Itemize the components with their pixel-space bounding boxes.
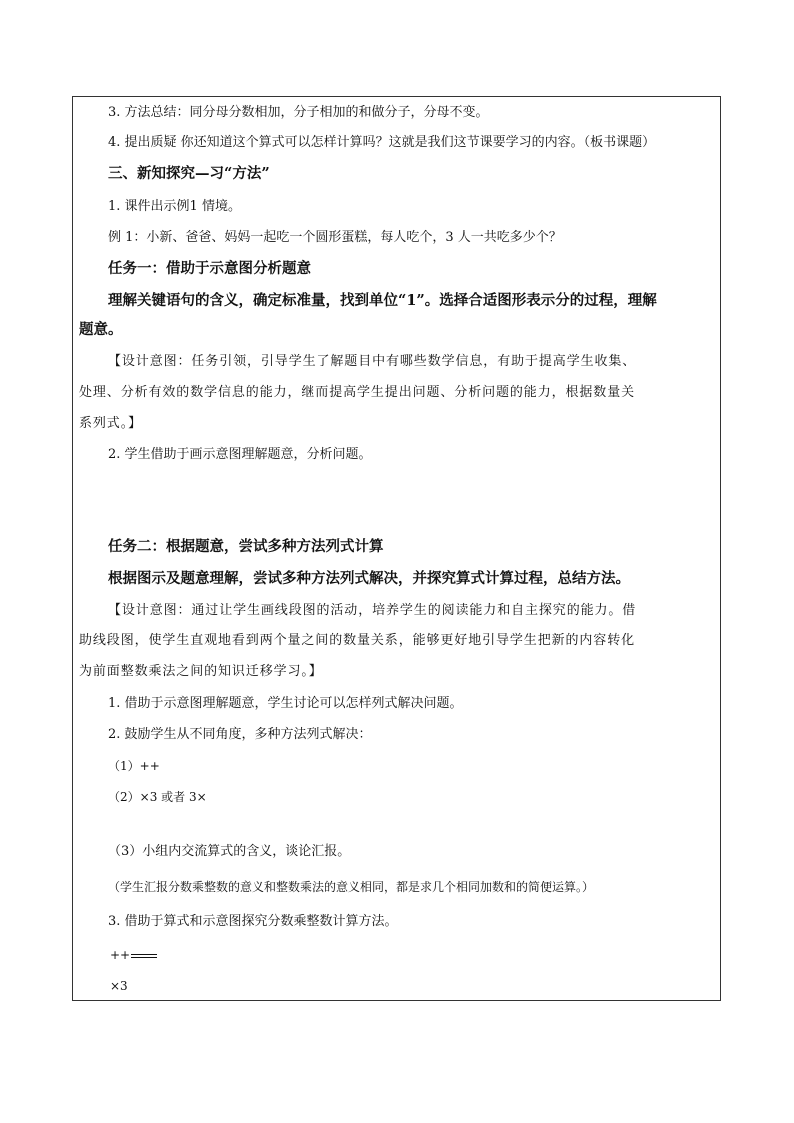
student-report: （学生汇报分数乘整数的意义和整数乘法的意义相同，都是求几个相同加数和的简便运算。） (108, 880, 595, 894)
method-1-addition: （1）++ (108, 759, 160, 773)
method-3-group-discussion: （3）小组内交流算式的含义，谈论汇报。 (108, 844, 351, 859)
design-intent-2-line-1: 【设计意图：通过让学生画线段图的活动，培养学生的阅读能力和自主探究的能力。借 (108, 603, 637, 618)
design-intent-2-line-2: 助线段图，使学生直观地看到两个量之间的数量关系，能够更好地引导学生把新的内容转化 (79, 633, 636, 648)
task-1-heading: 任务一：借助于示意图分析题意 (108, 260, 311, 277)
step-1-courseware: 1. 课件出示例1 情境。 (108, 199, 241, 214)
formula-addition-line (110, 949, 157, 961)
task-2-heading: 任务二：根据题意，尝试多种方法列式计算 (108, 538, 384, 555)
formula-addition: ++ (110, 948, 131, 962)
step-3-explore: 3. 借助于算式和示意图探究分数乘整数计算方法。 (108, 914, 398, 929)
formula-multiplication: ×3 (110, 979, 128, 993)
design-intent-2-line-3: 为前面整数乘法之间的知识迁移学习。】 (79, 664, 323, 679)
method-2-multiplication: （2）×3 或者 3× (108, 790, 207, 804)
task-2-desc: 根据图示及题意理解，尝试多种方法列式解决，并探究算式计算过程，总结方法。 (108, 570, 630, 587)
task-1-desc-line-2: 题意。 (79, 321, 123, 338)
design-intent-1-line-3: 系列式。】 (79, 416, 143, 431)
design-intent-1-line-2: 处理、分析有效的数学信息的能力，继而提高学生提出问题、分析问题的能力，根据数量关 (79, 385, 636, 400)
step-1-discuss: 1. 借助于示意图理解题意，学生讨论可以怎样列式解决问题。 (108, 696, 463, 711)
method-summary: 3. 方法总结：同分母分数相加，分子相加的和做分子，分母不变。 (108, 105, 489, 120)
example-1: 例 1：小新、爸爸、妈妈一起吃一个圆形蛋糕，每人吃个，3 人一共吃多少个？ (108, 230, 562, 245)
task-1-desc-line-1: 理解关键语句的含义，确定标准量，找到单位“1”。选择合适图形表示分的过程，理解 (108, 292, 657, 309)
step-2-draw-diagram: 2. 学生借助于画示意图理解题意，分析问题。 (108, 447, 372, 462)
section-heading-3: 三、新知探究—习“方法” (108, 165, 270, 182)
question-prompt: 4. 提出质疑 你还知道这个算式可以怎样计算吗？这就是我们这节课要学习的内容。（板书课题） (108, 135, 656, 150)
equals-sign (131, 954, 157, 958)
design-intent-1-line-1: 【设计意图：任务引领，引导学生了解题目中有哪些数学信息，有助于提高学生收集、 (108, 354, 637, 369)
step-2-encourage: 2. 鼓励学生从不同角度，多种方法列式解决： (108, 727, 372, 742)
